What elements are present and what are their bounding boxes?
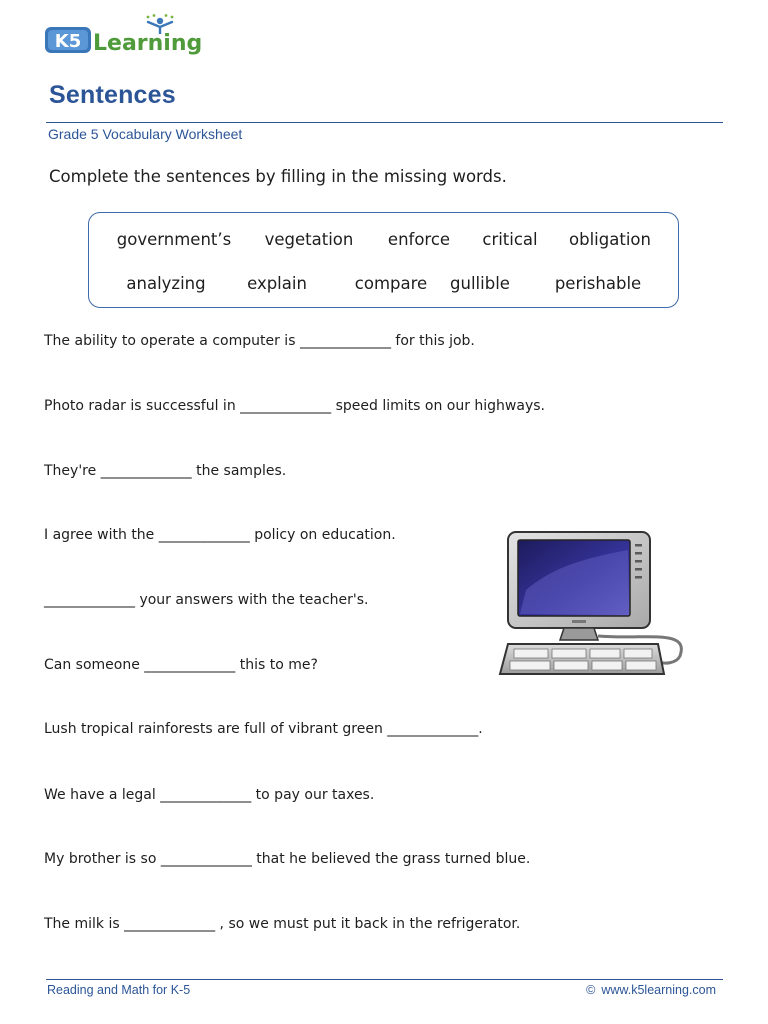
- worksheet-subtitle: Grade 5 Vocabulary Worksheet: [48, 126, 243, 142]
- word-bank-item: vegetation: [264, 230, 354, 249]
- footer-divider: [46, 979, 723, 980]
- word-bank-item: gullible: [450, 274, 510, 293]
- word-bank-item: government’s: [116, 230, 232, 249]
- sentence-6: Can someone _____________ this to me?: [44, 657, 318, 673]
- sentence-9: My brother is so _____________ that he believed the grass turned blue.: [44, 851, 531, 867]
- sentence-5: _____________ your answers with the teacher's.: [44, 592, 369, 608]
- footer-site: [586, 983, 716, 997]
- sentence-3: They're _____________ the samples.: [44, 463, 287, 479]
- header-divider: [46, 122, 723, 123]
- word-bank-item: critical: [482, 230, 538, 249]
- sentence-10: The milk is _____________ , so we must put it back in the refrigerator.: [44, 916, 521, 932]
- svg-text:K5: K5: [54, 31, 82, 52]
- word-bank-item: enforce: [387, 230, 451, 249]
- site-url: www.k5learning.com: [601, 983, 716, 997]
- word-bank-item: perishable: [554, 274, 642, 293]
- sentence-1: The ability to operate a computer is _____________ for this job.: [44, 333, 475, 349]
- word-bank-item: compare: [354, 274, 428, 293]
- desktop-computer-icon: [494, 528, 690, 680]
- word-bank-item: analyzing: [126, 274, 206, 293]
- footer-tagline: Reading and Math for K-5: [47, 983, 191, 997]
- sentence-2: Photo radar is successful in _____________ speed limits on our highways.: [44, 398, 545, 414]
- svg-text:Learning: Learning: [93, 31, 203, 56]
- word-bank: [88, 212, 679, 308]
- instructions: Complete the sentences by filling in the missing words.: [49, 167, 507, 186]
- word-bank-item: obligation: [569, 230, 651, 249]
- sentence-4: I agree with the _____________ policy on education.: [44, 527, 396, 543]
- sentence-7: Lush tropical rainforests are full of vibrant green _____________.: [44, 721, 483, 737]
- worksheet-title: Sentences: [49, 81, 176, 109]
- copyright-symbol: ©: [586, 983, 596, 997]
- sentence-8: We have a legal _____________ to pay our taxes.: [44, 787, 375, 803]
- word-bank-item: explain: [247, 274, 307, 293]
- k5-learning-logo: [44, 14, 206, 58]
